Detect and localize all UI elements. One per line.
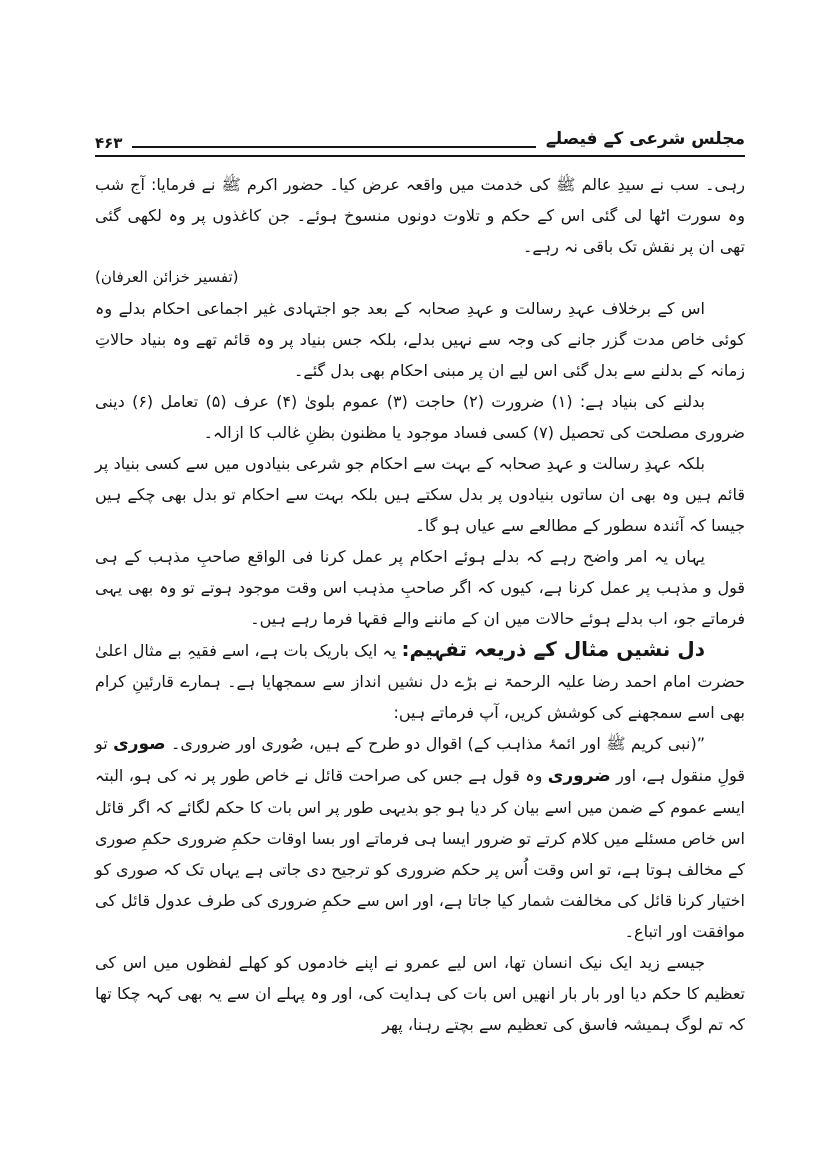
paragraph-continuation: رہی۔ سب نے سیدِ عالم ﷺ کی خدمت میں واقعہ عرض کیا۔ حضور اکرم ﷺ نے فرمایا: آج شب وہ سورت اٹھا لی گئی اس کے حکم و تلاوت دونوں منسوخ ہوئے۔ جن کاغذوں پر وہ لکھی گئی تھی ان پر نقش تک باقی نہ رہے۔ [95, 174, 745, 256]
paragraph-seven-bases: بدلنے کی بنیاد ہے: (۱) ضرورت (۲) حاجت (۳) عموم بلویٰ (۴) عرف (۵) تعامل (۶) دینی ضروری مصلحت کی تحصیل (۷) کسی فساد موجود یا مظنون بظنِ غالب کا ازالہ۔ [95, 391, 745, 442]
header-rule-upper [132, 146, 535, 148]
section-heading-tafheem: دل نشیں مثال کے ذریعہ تفہیم: [401, 636, 705, 661]
paragraph-quote [95, 728, 745, 947]
citation-tafsir: (تفسیر خزائن العرفان) [95, 267, 239, 286]
paragraph-changed-rulings: بلکہ عہدِ رسالت و عہدِ صحابہ کے بہت سے احکام جو شرعی بنیادوں میں سے کسی بنیاد پر قائم ہیں وہ بھی ان ساتوں بنیادوں پر بدل سکتے ہیں بلکہ بہت سے احکام تو بدل بھی چکے ہیں جیسا کہ آئندہ سطور کے مطالعے سے عیاں ہو گا۔ [95, 453, 745, 535]
paragraph-tafheem [95, 634, 745, 728]
header-row [95, 128, 745, 152]
page-title: مجلس شرعی کے فیصلے [545, 129, 745, 149]
page-header [95, 128, 745, 157]
page-number: ۴۶۳ [95, 133, 123, 152]
paragraph-clarification: یہاں یہ امر واضح رہے کہ بدلے ہوئے احکام پر عمل کرنا فی الواقع صاحبِ مذہب کے ہی قول و مذہب پر عمل کرنا ہے، کیوں کہ اگر صاحبِ مذہب اس وقت موجود ہوتے تو وہ بھی یہی فرماتے جو، اب بدلے ہوئے حالات میں ان کے ماننے والے فقہا فرما رہے ہیں۔ [95, 546, 745, 628]
quote-rest: وہ قول ہے جس کی صراحت قائل نے خاص طور پر نہ کی ہو، البتہ ایسے عموم کے ضمن میں اسے بیان کر دیا ہو جو بدیہی طور پر اس بات کا حکم لگائے کہ اگر قائل اس خاص مسئلے میں کلام کرتے تو ضرور ایسا ہی فرماتے اور بسا اوقات حکمِ ضروری حکمِ صوری کے مخالف ہوتا ہے، تو اس وقت اُس پر حکم ضروری کو ترجیح دی جاتی ہے یہاں تک کہ صوری کو اختیار کرنا قائل کی مخالفت شمار کیا جاتا ہے، اور اس سے حکمِ ضروری کی طرف عدول قائل کی موافقت اور اتباع۔ [95, 765, 745, 941]
quote-lead: ”(نبی کریم ﷺ اور ائمۂ مذاہب کے) اقوال دو طرح کے ہیں، صُوری اور ضروری۔ [170, 733, 705, 753]
header-rule-lower [95, 155, 745, 157]
paragraph-example-zayd: جیسے زید ایک نیک انسان تھا، اس لیے عمرو نے اپنے خادموں کو کھلے لفظوں میں اس کی تعظیم کا حکم دیا اور بار بار انھیں اس بات کی ہدایت کی، اور وہ پہلے ان سے یہ بھی کہہ چکا تھا کہ تم لوگ ہمیشہ فاسق کی تعظیم سے بچتے رہنا، پھر [95, 952, 745, 1034]
quote-mid: تو قولِ منقول ہے، اور [95, 733, 746, 785]
quote-term-soori: صوری [113, 733, 166, 754]
page-body [95, 169, 745, 1040]
paragraph-ruling-change: اس کے برخلاف عہدِ رسالت و عہدِ صحابہ کے بعد جو اجتہادی غیر اجماعی احکام بدلے وہ کوئی خاص مدت گزر جانے کی وجہ سے نہیں بدلے، بلکہ جس بنیاد پر وہ قائم تھے وہ بنیاد حالاتِ زمانہ کے بدلنے سے بدل گئی اس لیے ان پر مبنی احکام بھی بدل گئے۔ [95, 298, 745, 380]
paragraph-text: یہ ایک باریک بات ہے، اسے فقیہِ بے مثال اعلیٰ حضرت امام احمد رضا علیہ الرحمۃ نے بڑے دل نشیں انداز سے سمجھایا ہے۔ ہمارے قارئینِ کرام بھی اسے سمجھنے کی کوشش کریں، آپ فرماتے ہیں: [95, 640, 745, 722]
quote-term-zaroori: ضروری [547, 765, 611, 786]
